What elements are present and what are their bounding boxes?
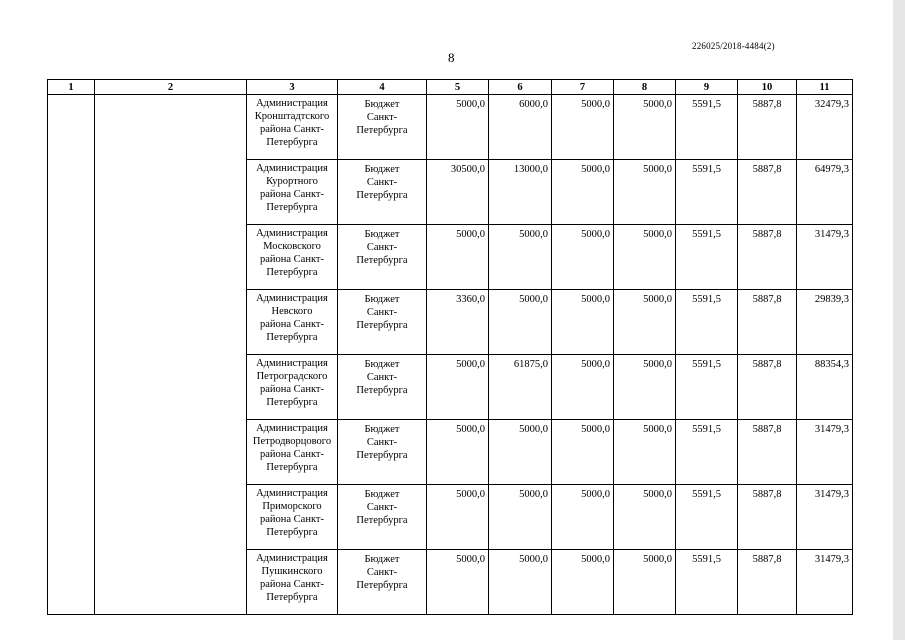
organization-line: Администрация (256, 358, 328, 369)
amount-cell-col-6: 5000,0 (489, 485, 552, 550)
organization-line: района Санкт- (259, 449, 324, 460)
funding-source-line: Бюджет (364, 489, 400, 500)
amount-cell-col-7: 5000,0 (552, 95, 614, 160)
funding-source-cell (338, 355, 427, 420)
page-edge-shadow (893, 0, 905, 640)
col-1-merged-cell (48, 95, 95, 615)
col-2-merged-cell (95, 95, 247, 615)
amount-cell-col-9: 5591,5 (676, 550, 738, 615)
amount-cell-col-8: 5000,0 (614, 160, 676, 225)
funding-source-cell (338, 95, 427, 160)
column-header-1: 1 (48, 80, 95, 95)
amount-cell-col-5: 5000,0 (427, 485, 489, 550)
amount-cell-col-5: 5000,0 (427, 225, 489, 290)
funding-source-line: Бюджет (364, 164, 400, 175)
funding-source-line: Санкт- (366, 437, 398, 448)
amount-cell-col-9: 5591,5 (676, 355, 738, 420)
organization-line: Петербурга (266, 332, 318, 343)
amount-cell-col-11: 29839,3 (797, 290, 853, 355)
amount-cell-col-6: 5000,0 (489, 420, 552, 485)
amount-cell-col-7: 5000,0 (552, 160, 614, 225)
amount-cell-col-6: 5000,0 (489, 550, 552, 615)
amount-cell-col-5: 3360,0 (427, 290, 489, 355)
amount-cell-col-11: 32479,3 (797, 95, 853, 160)
amount-cell-col-7: 5000,0 (552, 485, 614, 550)
funding-source-line: Петербурга (356, 125, 408, 136)
funding-source-line: Бюджет (364, 554, 400, 565)
amount-cell-col-10: 5887,8 (738, 550, 797, 615)
funding-source-line: Бюджет (364, 229, 400, 240)
organization-line: Петербурга (266, 202, 318, 213)
organization-line: Администрация (256, 293, 328, 304)
amount-cell-col-8: 5000,0 (614, 290, 676, 355)
organization-line: района Санкт- (259, 579, 324, 590)
organization-cell (247, 550, 338, 615)
organization-line: Петербурга (266, 527, 318, 538)
amount-cell-col-7: 5000,0 (552, 225, 614, 290)
amount-cell-col-9: 5591,5 (676, 160, 738, 225)
organization-line: Петербурга (266, 267, 318, 278)
organization-line: района Санкт- (259, 319, 324, 330)
amount-cell-col-5: 5000,0 (427, 355, 489, 420)
amount-cell-col-9: 5591,5 (676, 485, 738, 550)
table-row (48, 95, 853, 160)
funding-source-line: Петербурга (356, 450, 408, 461)
organization-cell (247, 485, 338, 550)
funding-source-cell (338, 420, 427, 485)
organization-line: Пушкинского (261, 566, 323, 577)
amount-cell-col-5: 5000,0 (427, 550, 489, 615)
amount-cell-col-7: 5000,0 (552, 355, 614, 420)
funding-source-line: Петербурга (356, 385, 408, 396)
organization-line: Петербурга (266, 462, 318, 473)
amount-cell-col-8: 5000,0 (614, 485, 676, 550)
funding-source-line: Петербурга (356, 320, 408, 331)
amount-cell-col-5: 30500,0 (427, 160, 489, 225)
organization-line: Администрация (256, 553, 328, 564)
document-id: 226025/2018-4484(2) (692, 41, 775, 51)
organization-line: Петербурга (266, 592, 318, 603)
column-header-3: 3 (247, 80, 338, 95)
organization-line: Кронштадтского (254, 111, 330, 122)
amount-cell-col-11: 64979,3 (797, 160, 853, 225)
organization-cell (247, 160, 338, 225)
funding-source-cell (338, 550, 427, 615)
page-number: 8 (448, 50, 455, 65)
organization-cell (247, 290, 338, 355)
funding-source-line: Петербурга (356, 515, 408, 526)
funding-source-line: Санкт- (366, 177, 398, 188)
amount-cell-col-11: 31479,3 (797, 225, 853, 290)
amount-cell-col-7: 5000,0 (552, 290, 614, 355)
organization-line: Петербурга (266, 397, 318, 408)
column-header-4: 4 (338, 80, 427, 95)
organization-line: Администрация (256, 98, 328, 109)
organization-line: района Санкт- (259, 514, 324, 525)
funding-source-line: Бюджет (364, 359, 400, 370)
organization-line: района Санкт- (259, 254, 324, 265)
funding-source-line: Санкт- (366, 307, 398, 318)
column-header-9: 9 (676, 80, 738, 95)
column-header-10: 10 (738, 80, 797, 95)
organization-line: района Санкт- (259, 189, 324, 200)
funding-source-line: Санкт- (366, 372, 398, 383)
organization-line: района Санкт- (259, 384, 324, 395)
budget-table (47, 79, 853, 615)
funding-source-line: Бюджет (364, 294, 400, 305)
amount-cell-col-9: 5591,5 (676, 225, 738, 290)
organization-line: Администрация (256, 163, 328, 174)
column-header-2: 2 (95, 80, 247, 95)
organization-line: Московского (263, 241, 321, 252)
amount-cell-col-7: 5000,0 (552, 420, 614, 485)
organization-line: Петродворцового (252, 436, 332, 447)
column-header-11: 11 (797, 80, 853, 95)
funding-source-line: Петербурга (356, 580, 408, 591)
amount-cell-col-10: 5887,8 (738, 355, 797, 420)
amount-cell-col-7: 5000,0 (552, 550, 614, 615)
funding-source-cell (338, 290, 427, 355)
column-header-8: 8 (614, 80, 676, 95)
funding-source-line: Санкт- (366, 567, 398, 578)
amount-cell-col-8: 5000,0 (614, 95, 676, 160)
header-row (48, 80, 853, 95)
amount-cell-col-6: 5000,0 (489, 225, 552, 290)
funding-source-line: Бюджет (364, 99, 400, 110)
amount-cell-col-11: 31479,3 (797, 550, 853, 615)
funding-source-line: Петербурга (356, 255, 408, 266)
organization-cell (247, 225, 338, 290)
amount-cell-col-10: 5887,8 (738, 160, 797, 225)
organization-line: Петроградского (256, 371, 328, 382)
organization-line: Курортного (266, 176, 318, 187)
amount-cell-col-10: 5887,8 (738, 290, 797, 355)
amount-cell-col-5: 5000,0 (427, 420, 489, 485)
amount-cell-col-9: 5591,5 (676, 290, 738, 355)
funding-source-line: Петербурга (356, 190, 408, 201)
amount-cell-col-6: 13000,0 (489, 160, 552, 225)
amount-cell-col-10: 5887,8 (738, 485, 797, 550)
amount-cell-col-5: 5000,0 (427, 95, 489, 160)
amount-cell-col-8: 5000,0 (614, 420, 676, 485)
amount-cell-col-8: 5000,0 (614, 225, 676, 290)
amount-cell-col-6: 6000,0 (489, 95, 552, 160)
organization-line: Администрация (256, 423, 328, 434)
amount-cell-col-11: 88354,3 (797, 355, 853, 420)
amount-cell-col-10: 5887,8 (738, 420, 797, 485)
organization-cell (247, 95, 338, 160)
funding-source-line: Санкт- (366, 502, 398, 513)
amount-cell-col-8: 5000,0 (614, 550, 676, 615)
funding-source-cell (338, 485, 427, 550)
amount-cell-col-10: 5887,8 (738, 95, 797, 160)
amount-cell-col-6: 61875,0 (489, 355, 552, 420)
funding-source-line: Бюджет (364, 424, 400, 435)
organization-line: района Санкт- (259, 124, 324, 135)
organization-line: Администрация (256, 228, 328, 239)
organization-cell (247, 355, 338, 420)
amount-cell-col-8: 5000,0 (614, 355, 676, 420)
funding-source-line: Санкт- (366, 112, 398, 123)
amount-cell-col-9: 5591,5 (676, 420, 738, 485)
amount-cell-col-11: 31479,3 (797, 420, 853, 485)
funding-source-cell (338, 160, 427, 225)
column-header-6: 6 (489, 80, 552, 95)
amount-cell-col-9: 5591,5 (676, 95, 738, 160)
organization-line: Петербурга (266, 137, 318, 148)
organization-line: Невского (271, 306, 313, 317)
organization-cell (247, 420, 338, 485)
column-header-7: 7 (552, 80, 614, 95)
amount-cell-col-11: 31479,3 (797, 485, 853, 550)
funding-source-cell (338, 225, 427, 290)
funding-source-line: Санкт- (366, 242, 398, 253)
amount-cell-col-10: 5887,8 (738, 225, 797, 290)
column-header-5: 5 (427, 80, 489, 95)
amount-cell-col-6: 5000,0 (489, 290, 552, 355)
organization-line: Администрация (256, 488, 328, 499)
organization-line: Приморского (262, 501, 322, 512)
